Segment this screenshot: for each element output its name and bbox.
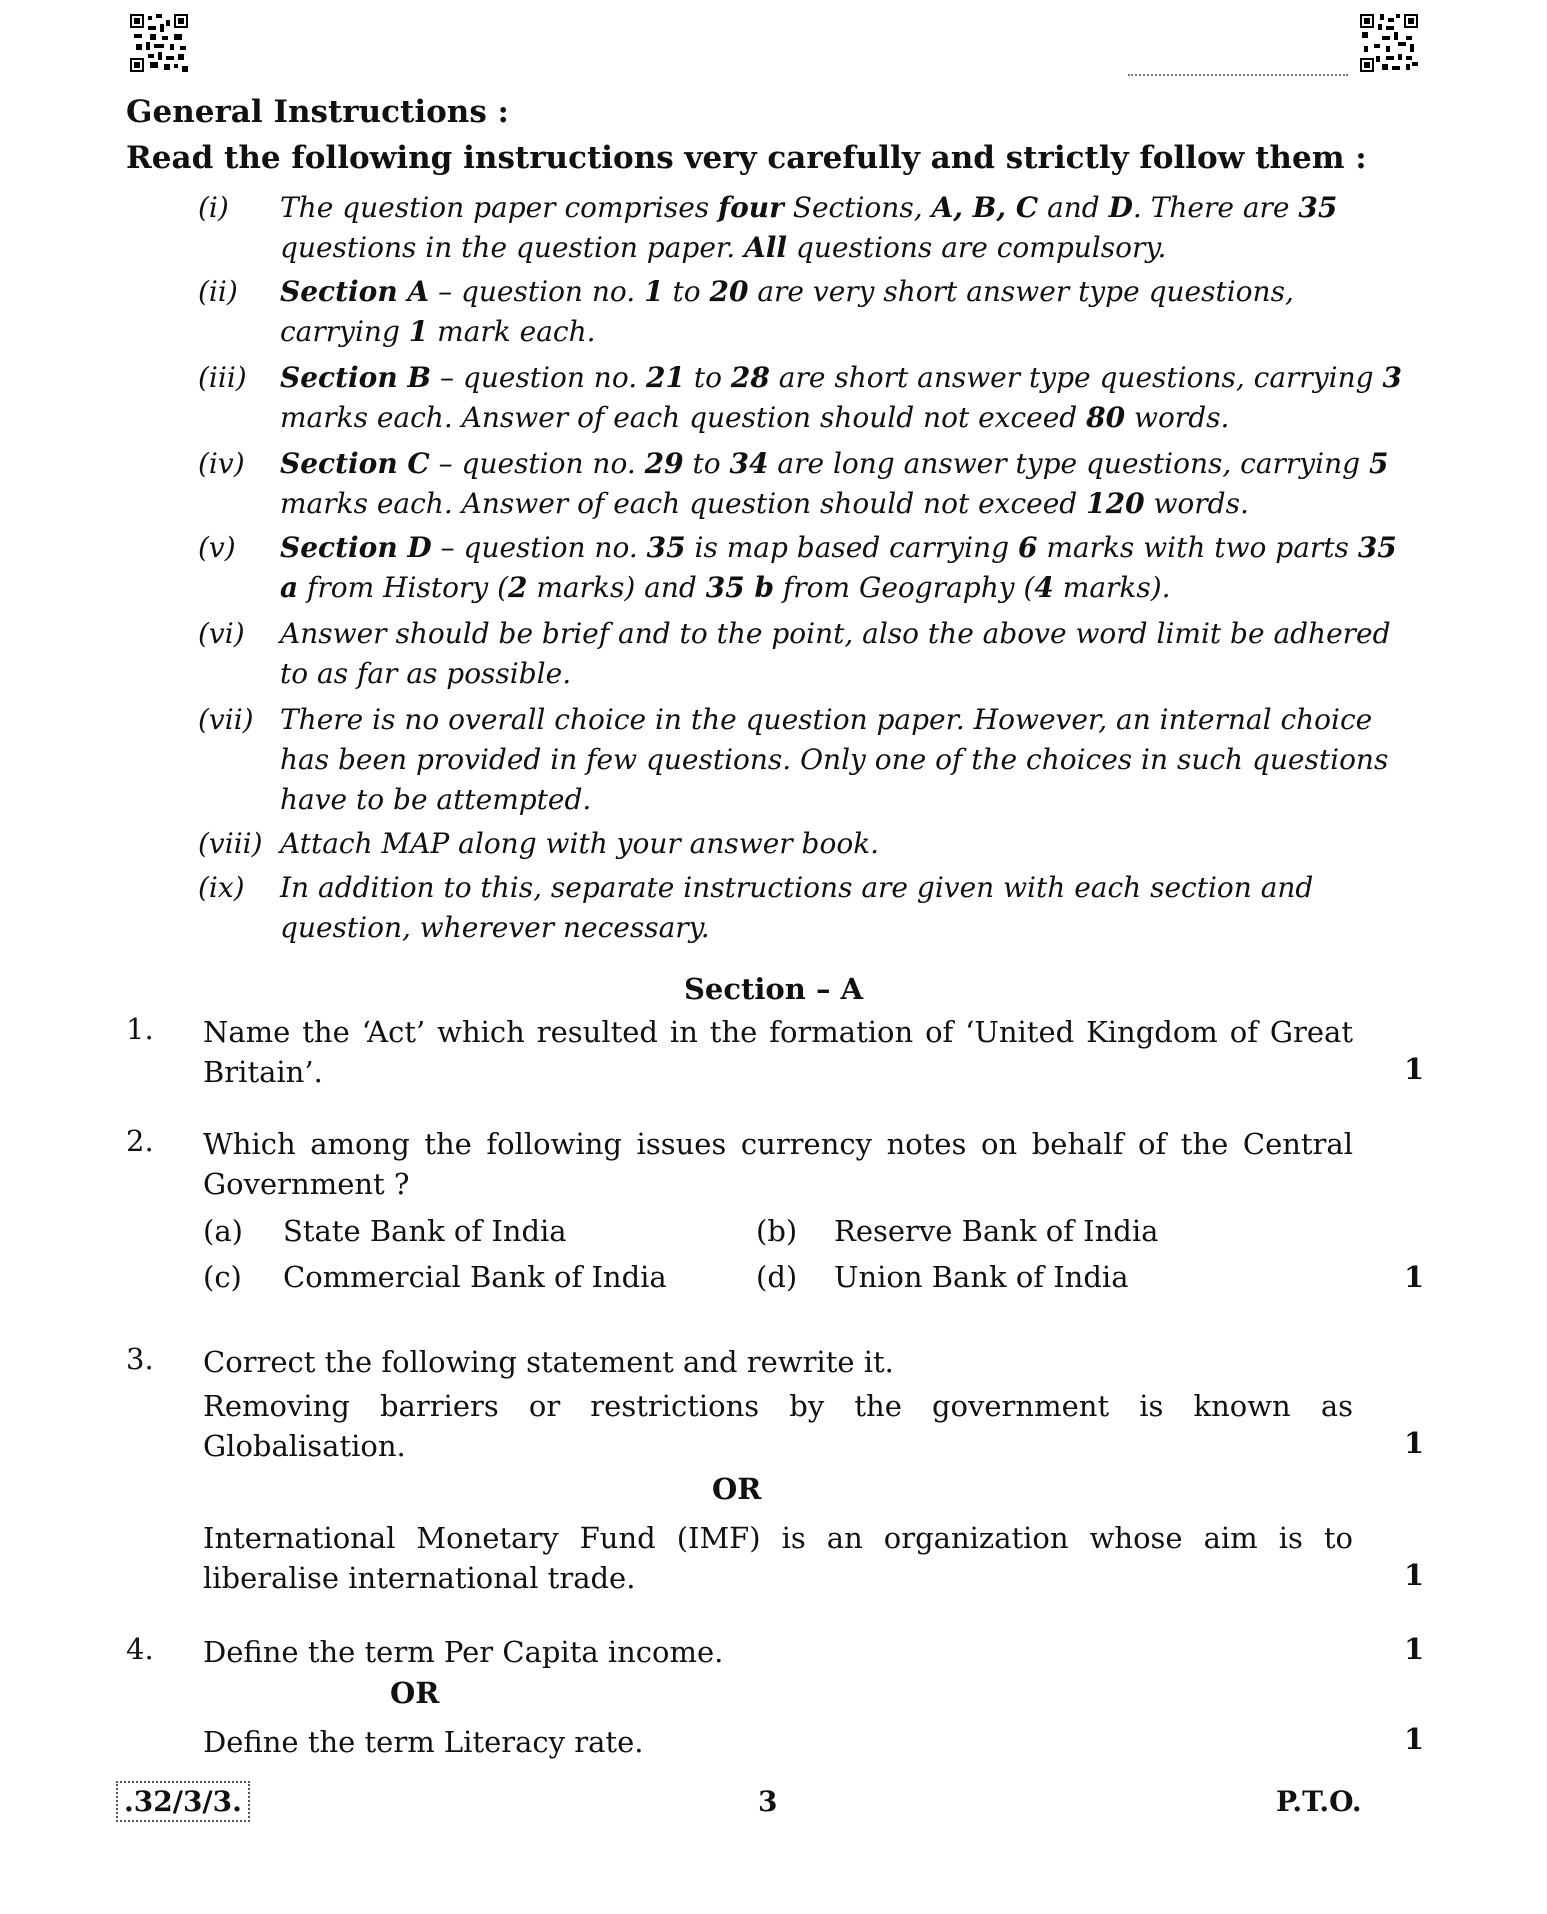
instruction-number: (vi) <box>198 617 245 650</box>
question-3-mark: 1 <box>1404 1426 1425 1460</box>
instruction-item <box>198 824 1408 864</box>
instruction-text: There is no overall choice in the question paper. However, an internal choice has been provided in few questions. Only one of the choices in such questions have to be attempted. <box>280 703 1389 816</box>
question-3-or: OR <box>712 1472 762 1506</box>
question-2-option-c-text: Commercial Bank of India <box>283 1260 667 1294</box>
question-2-option-c-label: (c) <box>203 1260 242 1294</box>
question-4-number: 4. <box>126 1632 154 1666</box>
instructions-subheading: Read the following instructions very carefully and strictly follow them : <box>126 140 1367 176</box>
instruction-text: In addition to this, separate instructions are given with each section and question, wherever necessary. <box>280 871 1314 944</box>
instruction-number: (ix) <box>198 871 245 904</box>
question-2-text: Which among the following issues currency notes on behalf of the Central Government ? <box>203 1127 1353 1201</box>
paper-code: .32/3/3. <box>116 1781 250 1822</box>
instruction-text: Section A – question no. 1 to 20 are very short answer type questions, carrying 1 mark each. <box>280 275 1294 348</box>
question-4-alternative-mark: 1 <box>1404 1722 1425 1756</box>
section-a-title: Section – A <box>683 972 864 1006</box>
question-3-instruction: Correct the following statement and rewrite it. <box>203 1345 894 1379</box>
question-2-option-b-text: Reserve Bank of India <box>834 1214 1159 1248</box>
instruction-item <box>198 614 1408 694</box>
question-2-option-d-label: (d) <box>756 1260 798 1294</box>
question-3-statement: Removing barriers or restrictions by the government is known as Globalisation. <box>203 1389 1353 1463</box>
general-instructions-heading: General Instructions : <box>126 94 510 130</box>
instruction-text: Section B – question no. 21 to 28 are short answer type questions, carrying 3 marks each. Answer of each question should not exceed 80 words. <box>280 361 1402 434</box>
question-2-option-d-text: Union Bank of India <box>834 1260 1129 1294</box>
instruction-item <box>198 700 1408 820</box>
instruction-number: (v) <box>198 531 236 564</box>
instruction-text: Section C – question no. 29 to 34 are long answer type questions, carrying 5 marks each. Answer of each question should not exceed 120 words. <box>280 447 1389 520</box>
question-3-alternative-mark: 1 <box>1404 1558 1425 1592</box>
question-4-text: Define the term Per Capita income. <box>203 1635 724 1669</box>
question-1-text: Name the ‘Act’ which resulted in the formation of ‘United Kingdom of Great Britain’. <box>203 1015 1353 1089</box>
instruction-number: (ii) <box>198 275 238 308</box>
instruction-item <box>198 868 1408 948</box>
instruction-item <box>198 444 1408 524</box>
qr-code-right <box>1360 14 1418 72</box>
question-2-option-a-label: (a) <box>203 1214 243 1248</box>
roll-number-blank-line <box>1128 74 1348 76</box>
instruction-text: Section D – question no. 35 is map based carrying 6 marks with two parts 35 a from History (2 marks) and 35 b from Geography (4 marks). <box>280 531 1397 604</box>
instruction-number: (i) <box>198 191 229 224</box>
instruction-number: (vii) <box>198 703 254 736</box>
question-2-option-a-text: State Bank of India <box>283 1214 567 1248</box>
question-2-number: 2. <box>126 1124 154 1158</box>
instruction-text: Attach MAP along with your answer book. <box>280 827 880 860</box>
question-1-mark: 1 <box>1404 1052 1425 1086</box>
question-4-mark: 1 <box>1404 1632 1425 1666</box>
instruction-item <box>198 188 1408 268</box>
question-2-mark: 1 <box>1404 1260 1425 1294</box>
question-2-option-b-label: (b) <box>756 1214 798 1248</box>
instruction-number: (viii) <box>198 827 263 860</box>
instruction-text: Answer should be brief and to the point, also the above word limit be adhered to as far as possible. <box>280 617 1391 690</box>
instruction-number: (iv) <box>198 447 245 480</box>
instruction-text: The question paper comprises four Sections, A, B, C and D. There are 35 questions in the question paper. All questions are compulsory. <box>280 191 1338 264</box>
qr-code-left <box>130 14 188 72</box>
question-4-or: OR <box>390 1676 440 1710</box>
instruction-item <box>198 528 1408 608</box>
question-3-number: 3. <box>126 1342 154 1376</box>
question-1-number: 1. <box>126 1012 154 1046</box>
question-3-alternative: International Monetary Fund (IMF) is an organization whose aim is to liberalise international trade. <box>203 1521 1353 1595</box>
pto-label: P.T.O. <box>1276 1785 1362 1818</box>
instruction-number: (iii) <box>198 361 247 394</box>
page-number: 3 <box>758 1785 778 1818</box>
question-4-alternative: Define the term Literacy rate. <box>203 1725 644 1759</box>
instruction-item <box>198 358 1408 438</box>
instruction-item <box>198 272 1408 352</box>
